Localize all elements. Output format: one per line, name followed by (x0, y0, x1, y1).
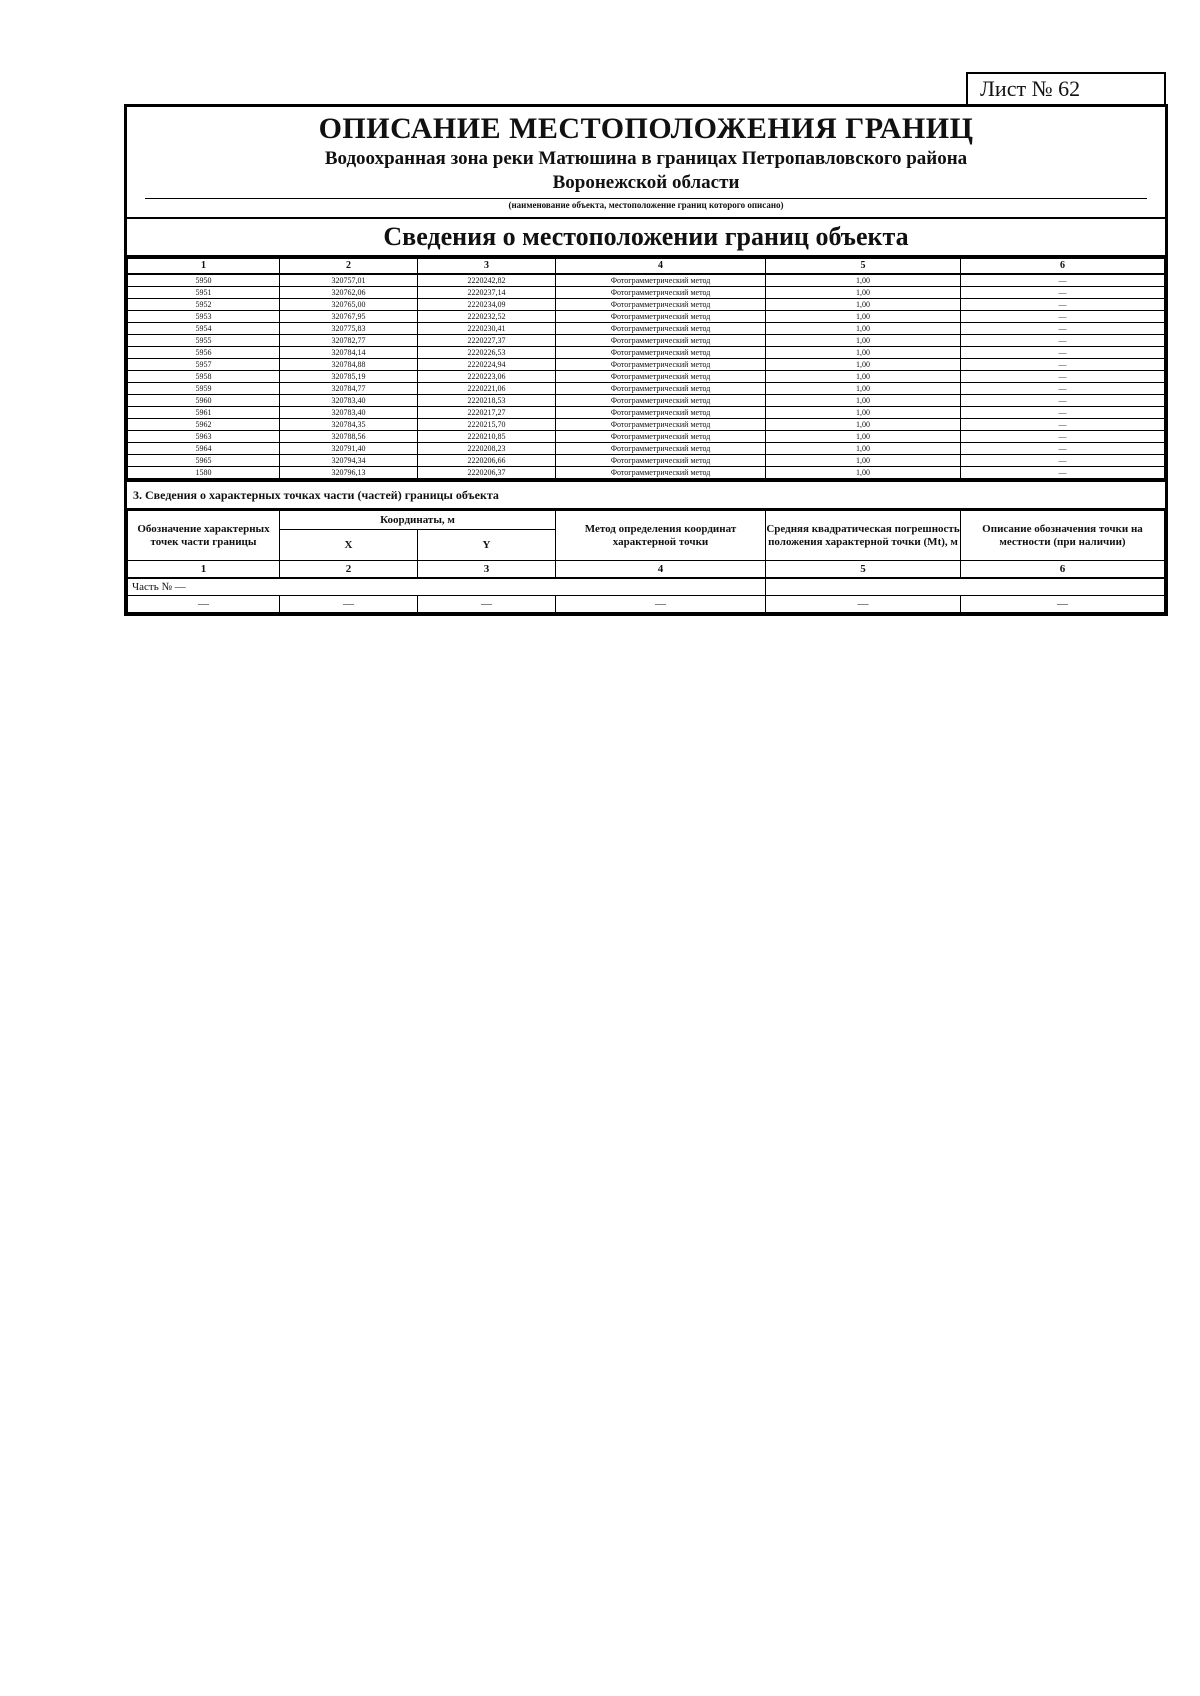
table-cell: 1,00 (766, 347, 961, 359)
column-number: 1 (128, 259, 280, 275)
table-cell: Фотограмметрический метод (556, 443, 766, 455)
table-cell: 5958 (128, 371, 280, 383)
table-cell: 2220224,94 (418, 359, 556, 371)
table-cell: 2220232,52 (418, 311, 556, 323)
sheet-number: Лист № 62 (980, 76, 1081, 101)
table-cell: 1,00 (766, 299, 961, 311)
table-row (128, 596, 1165, 613)
table-cell: 320783,40 (280, 395, 418, 407)
column-number: 5 (766, 259, 961, 275)
table-cell: 2220206,66 (418, 455, 556, 467)
document-header (127, 107, 1165, 219)
table-cell: 5950 (128, 274, 280, 287)
table-cell: 1,00 (766, 443, 961, 455)
table-cell: — (961, 596, 1165, 613)
column-number: 2 (280, 259, 418, 275)
table-row (128, 335, 1165, 347)
table-cell: 320796,13 (280, 467, 418, 479)
table-row (128, 431, 1165, 443)
table-cell: Фотограмметрический метод (556, 335, 766, 347)
table-cell: Фотограмметрический метод (556, 431, 766, 443)
table-cell: 320788,56 (280, 431, 418, 443)
table-cell: 1,00 (766, 274, 961, 287)
table-cell: 320762,06 (280, 287, 418, 299)
table-cell: — (961, 311, 1165, 323)
coordinates-table-body (128, 274, 1165, 479)
column-number: 5 (766, 561, 961, 579)
header-y: Y (418, 530, 556, 561)
table-cell: 320784,77 (280, 383, 418, 395)
table-cell: 2220234,09 (418, 299, 556, 311)
column-number: 3 (418, 259, 556, 275)
table-cell: 5964 (128, 443, 280, 455)
part-points-table (127, 510, 1165, 613)
table-row (128, 395, 1165, 407)
table-cell: — (961, 407, 1165, 419)
table-cell: 320782,77 (280, 335, 418, 347)
table-cell: 1,00 (766, 455, 961, 467)
table-row (128, 311, 1165, 323)
table-row (128, 467, 1165, 479)
table-cell: 1,00 (766, 287, 961, 299)
header-error: Средняя квадратическая погрешность положения характерной точки (Mt), м (766, 511, 961, 561)
table-cell: 320765,00 (280, 299, 418, 311)
table-row (128, 347, 1165, 359)
table-cell: 2220230,41 (418, 323, 556, 335)
table-cell: — (961, 419, 1165, 431)
part-row (128, 578, 1165, 596)
table-cell: Фотограмметрический метод (556, 347, 766, 359)
table-cell: 320757,01 (280, 274, 418, 287)
object-name-line1: Водоохранная зона реки Матюшина в границах Петропавловского района (324, 148, 968, 169)
table-cell: — (961, 431, 1165, 443)
table-cell: 5960 (128, 395, 280, 407)
table-cell: 5951 (128, 287, 280, 299)
object-name-line2: Воронежской области (552, 172, 740, 193)
table-cell: 320783,40 (280, 407, 418, 419)
table-cell: 1,00 (766, 419, 961, 431)
document-frame (124, 104, 1168, 616)
table-cell: 2220208,23 (418, 443, 556, 455)
table-cell: — (961, 395, 1165, 407)
table-cell: 2220217,27 (418, 407, 556, 419)
table-cell: 1,00 (766, 431, 961, 443)
table-cell: 5956 (128, 347, 280, 359)
table-cell: 2220218,53 (418, 395, 556, 407)
table-cell: Фотограмметрический метод (556, 407, 766, 419)
table-cell: 2220210,85 (418, 431, 556, 443)
table-cell: 1,00 (766, 383, 961, 395)
table-cell: 5962 (128, 419, 280, 431)
table-cell: Фотограмметрический метод (556, 311, 766, 323)
table-row (128, 443, 1165, 455)
column-number: 2 (280, 561, 418, 579)
table-cell: 1,00 (766, 407, 961, 419)
table-cell: 2220215,70 (418, 419, 556, 431)
table-row (128, 323, 1165, 335)
table-cell: — (961, 359, 1165, 371)
part-label: Часть № — (128, 578, 766, 596)
header-coordinates: Координаты, м (280, 511, 556, 530)
table-row (128, 287, 1165, 299)
header-row (128, 511, 1165, 530)
header-description: Описание обозначения точки на местности (при наличии) (961, 511, 1165, 561)
table-cell: Фотограмметрический метод (556, 299, 766, 311)
table-row (128, 371, 1165, 383)
table-cell: 5959 (128, 383, 280, 395)
document-title: ОПИСАНИЕ МЕСТОПОЛОЖЕНИЯ ГРАНИЦ (318, 112, 974, 145)
table-cell: — (280, 596, 418, 613)
table-cell: Фотограмметрический метод (556, 383, 766, 395)
table-cell: — (766, 596, 961, 613)
table-cell: 1,00 (766, 359, 961, 371)
header-method: Метод определения координат характерной точки (556, 511, 766, 561)
table-cell: 1,00 (766, 395, 961, 407)
table-cell: 5961 (128, 407, 280, 419)
table-row (128, 455, 1165, 467)
column-number: 4 (556, 259, 766, 275)
table-cell: 2220223,06 (418, 371, 556, 383)
table-cell: 2220221,06 (418, 383, 556, 395)
section3-column-numbers-row (128, 561, 1165, 579)
table-cell: 1580 (128, 467, 280, 479)
table-row (128, 299, 1165, 311)
table-cell: 320784,35 (280, 419, 418, 431)
table-cell: Фотограмметрический метод (556, 323, 766, 335)
table-cell: — (961, 287, 1165, 299)
section3-title: 3. Сведения о характерных точках части (частей) границы объекта (127, 479, 1165, 510)
table-cell: 5954 (128, 323, 280, 335)
table-cell: — (961, 467, 1165, 479)
table-cell: — (961, 335, 1165, 347)
header-x: X (280, 530, 418, 561)
table-cell: Фотограмметрический метод (556, 274, 766, 287)
table-cell: 1,00 (766, 371, 961, 383)
table-cell: — (556, 596, 766, 613)
table-cell: Фотограмметрический метод (556, 287, 766, 299)
table-cell: 2220242,82 (418, 274, 556, 287)
table-cell: 1,00 (766, 335, 961, 347)
sheet-number-box (966, 72, 1166, 106)
table-cell: 2220226,53 (418, 347, 556, 359)
table-cell: Фотограмметрический метод (556, 371, 766, 383)
table-row (128, 359, 1165, 371)
table-cell: 1,00 (766, 323, 961, 335)
table-cell: Фотограмметрический метод (556, 395, 766, 407)
table-cell: 5965 (128, 455, 280, 467)
table-cell: — (961, 383, 1165, 395)
table-cell: Фотограмметрический метод (556, 455, 766, 467)
column-number: 6 (961, 561, 1165, 579)
table-cell: — (961, 371, 1165, 383)
column-number: 4 (556, 561, 766, 579)
table-cell: — (961, 299, 1165, 311)
table-row (128, 274, 1165, 287)
object-name-caption: (наименование объекта, местоположение границ которого описано) (508, 200, 784, 210)
table-cell: — (961, 455, 1165, 467)
table-cell: 320791,40 (280, 443, 418, 455)
column-number: 1 (128, 561, 280, 579)
table-cell: 320785,19 (280, 371, 418, 383)
table-cell: 1,00 (766, 311, 961, 323)
table-cell: — (961, 274, 1165, 287)
table-row (128, 383, 1165, 395)
table-cell: 320767,95 (280, 311, 418, 323)
table-cell: — (961, 443, 1165, 455)
header-point-designation: Обозначение характерных точек части границы (128, 511, 280, 561)
table-cell: 5957 (128, 359, 280, 371)
table-cell: 2220237,14 (418, 287, 556, 299)
table-cell: 5963 (128, 431, 280, 443)
table-cell: — (418, 596, 556, 613)
table-cell: Фотограмметрический метод (556, 419, 766, 431)
coordinates-table (127, 258, 1165, 479)
table-cell: 5952 (128, 299, 280, 311)
column-numbers-row (128, 259, 1165, 275)
part-row-empty (766, 578, 1165, 596)
table-cell: — (961, 323, 1165, 335)
table-row (128, 419, 1165, 431)
table-cell: 320794,34 (280, 455, 418, 467)
table-cell: 320784,14 (280, 347, 418, 359)
table-cell: 1,00 (766, 467, 961, 479)
table-cell: 2220227,37 (418, 335, 556, 347)
table-row (128, 407, 1165, 419)
column-number: 3 (418, 561, 556, 579)
table-cell: 2220206,37 (418, 467, 556, 479)
table-cell: Фотограмметрический метод (556, 359, 766, 371)
column-number: 6 (961, 259, 1165, 275)
table-cell: — (961, 347, 1165, 359)
table-cell: 5953 (128, 311, 280, 323)
table-cell: — (128, 596, 280, 613)
section-title: Сведения о местоположении границ объекта (127, 219, 1165, 258)
table-cell: 320784,88 (280, 359, 418, 371)
table-cell: Фотограмметрический метод (556, 467, 766, 479)
table-cell: 320775,83 (280, 323, 418, 335)
table-cell: 5955 (128, 335, 280, 347)
